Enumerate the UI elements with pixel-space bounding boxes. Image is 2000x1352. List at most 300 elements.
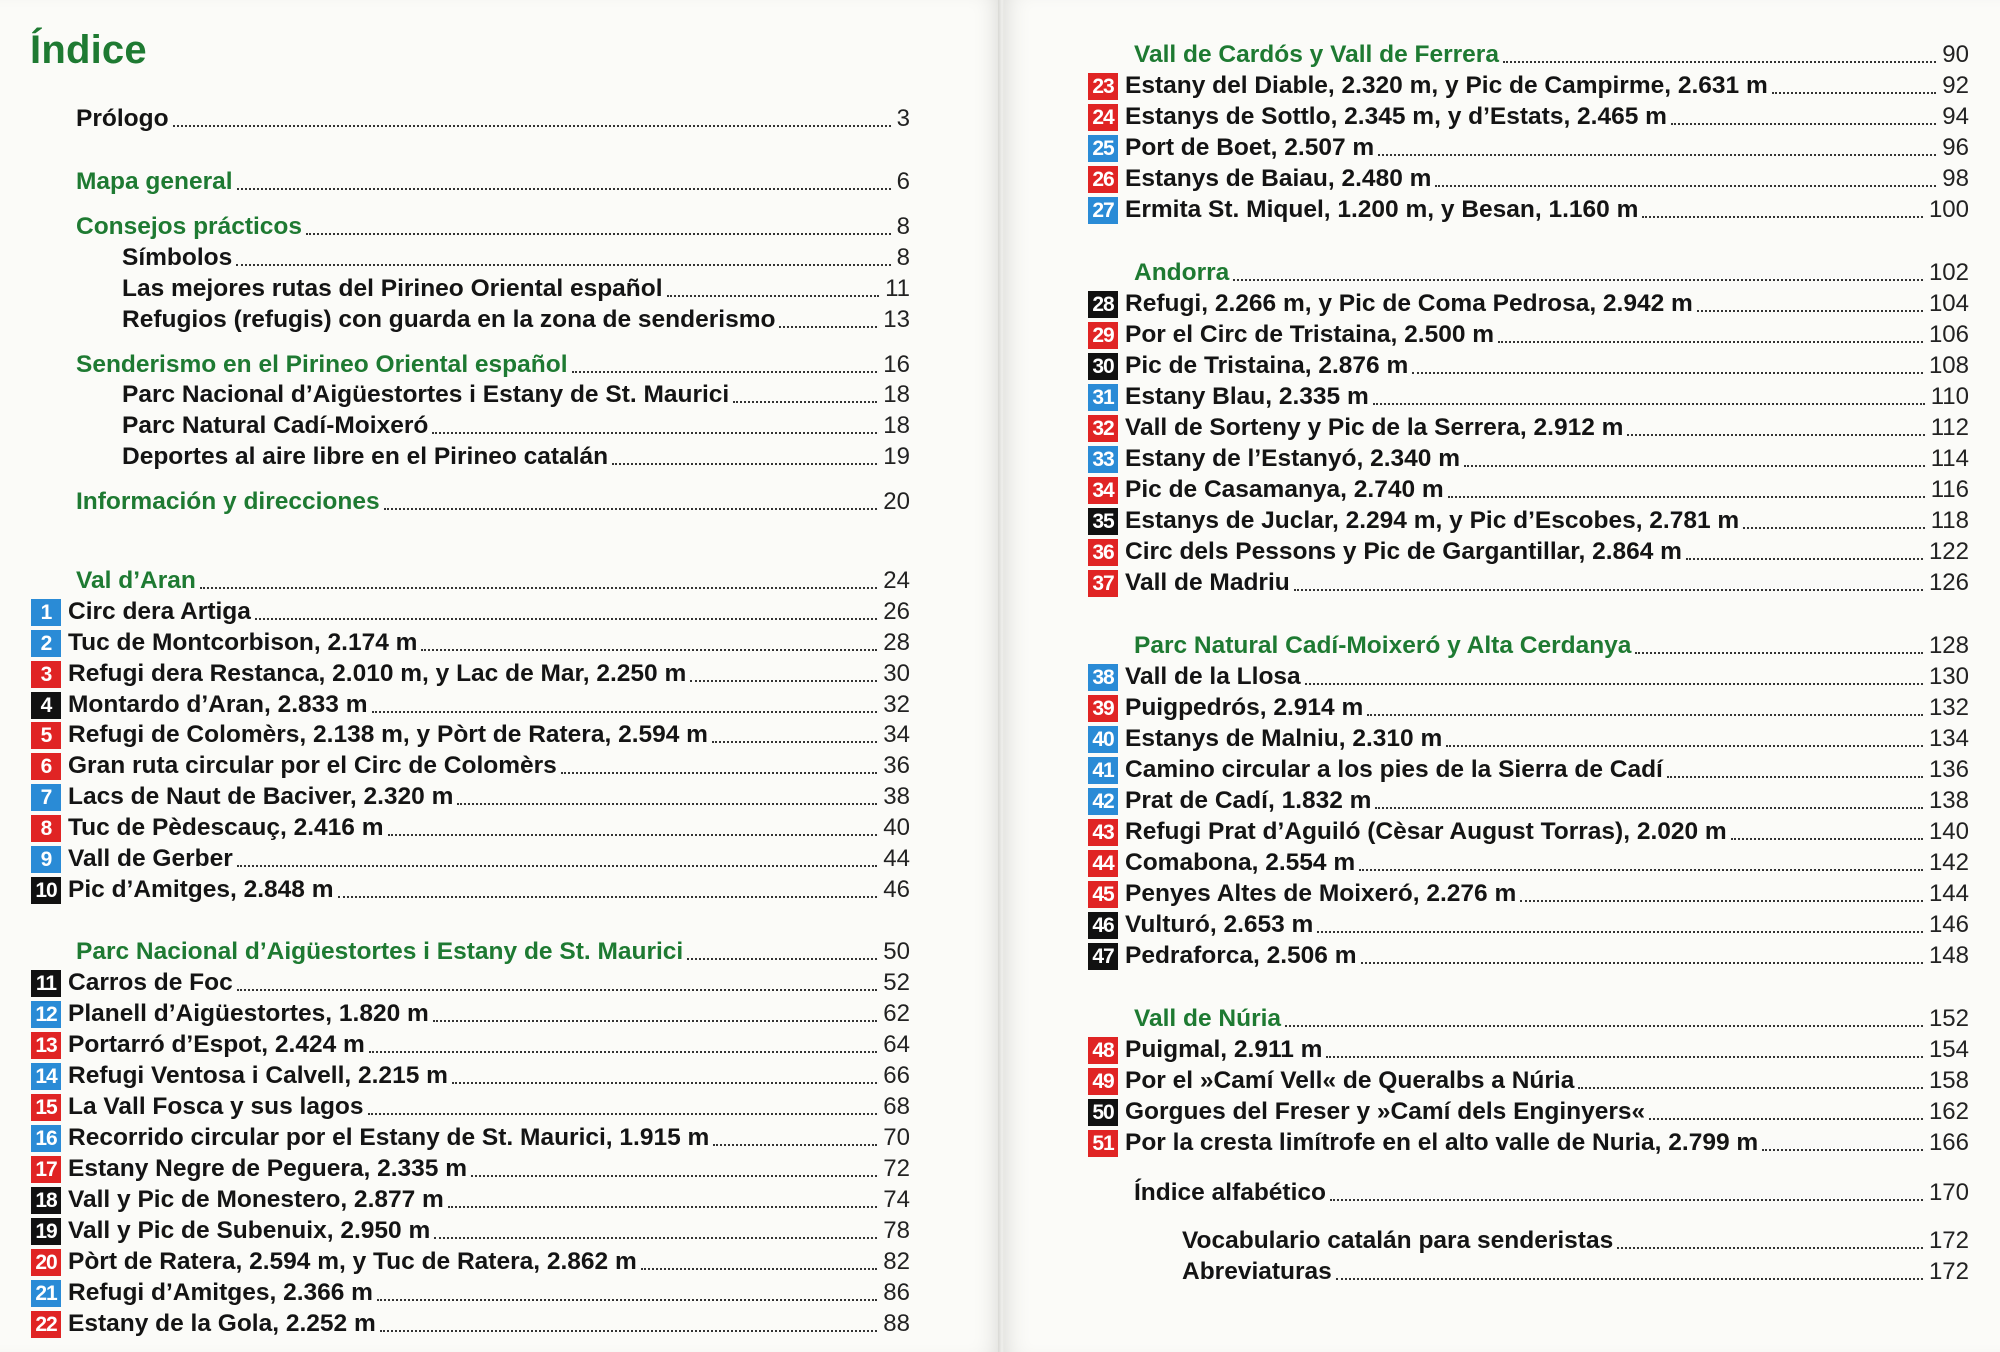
dot-leader [452, 1074, 877, 1084]
page-number: 104 [1928, 290, 1969, 317]
dot-leader [1686, 550, 1923, 560]
page-number: 144 [1928, 880, 1969, 907]
toc-route-entry[interactable] [1088, 662, 1969, 692]
page-number: 40 [883, 814, 910, 841]
toc-route-entry[interactable] [1088, 817, 1969, 847]
page-number: 158 [1928, 1067, 1969, 1094]
toc-route-entry[interactable] [1088, 1128, 1969, 1158]
toc-route-entry[interactable] [1088, 289, 1969, 319]
dot-leader [1448, 488, 1925, 498]
route-number-badge: 38 [1088, 664, 1118, 691]
route-number-badge: 16 [31, 1125, 61, 1152]
dot-leader [368, 1105, 878, 1115]
page-number: 112 [1930, 414, 1969, 441]
toc-entry-label: Por la cresta limítrofe en el alto valle de Nuria, 2.799 m [1125, 1129, 1759, 1156]
page-number: 114 [1930, 445, 1969, 472]
toc-entry-label: Vall de Gerber [68, 845, 233, 872]
toc-route-entry[interactable] [31, 1185, 910, 1215]
toc-entry-label: Puigpedrós, 2.914 m [1125, 694, 1364, 721]
route-number-badge: 13 [31, 1032, 61, 1059]
page-number: 128 [1928, 632, 1969, 659]
toc-entry-label: Ermita St. Miquel, 1.200 m, y Besan, 1.160 m [1125, 196, 1639, 223]
toc-route-entry[interactable] [31, 690, 910, 720]
toc-entry-label: Tuc de Pèdescauç, 2.416 m [68, 814, 384, 841]
page-number: 82 [883, 1248, 910, 1275]
route-number-badge: 25 [1088, 135, 1118, 162]
dot-leader [1671, 115, 1936, 125]
dot-leader [434, 1229, 877, 1239]
page-number: 130 [1928, 663, 1969, 690]
dot-leader [1326, 1048, 1922, 1058]
toc-entry-label: Prat de Cadí, 1.832 m [1125, 787, 1372, 814]
toc-route-entry[interactable] [31, 659, 910, 689]
page-number: 96 [1942, 134, 1969, 161]
toc-route-entry[interactable] [1088, 724, 1969, 754]
dot-leader [237, 180, 891, 190]
dot-leader [713, 1136, 877, 1146]
toc-route-entry[interactable] [31, 1278, 910, 1308]
dot-leader [1697, 302, 1923, 312]
toc-entry-label: Pic d’Amitges, 2.848 m [68, 876, 334, 903]
page-number: 172 [1928, 1258, 1969, 1285]
route-number-badge: 41 [1088, 757, 1118, 784]
toc-entry-label: Parc Nacional d’Aigüestortes i Estany de St. Maurici [76, 938, 684, 965]
toc-section-heading[interactable] [76, 487, 910, 517]
dot-leader [667, 287, 880, 297]
route-number-badge: 9 [31, 846, 61, 873]
toc-route-entry[interactable] [1088, 1097, 1969, 1127]
route-number-badge: 5 [31, 722, 61, 749]
route-number-badge: 29 [1088, 322, 1118, 349]
route-number-badge: 47 [1088, 943, 1118, 970]
page-number: 18 [883, 381, 910, 408]
dot-leader [1412, 364, 1923, 374]
route-number-badge: 6 [31, 753, 61, 780]
route-number-badge: 1 [31, 599, 61, 626]
toc-section-heading[interactable] [76, 937, 910, 967]
route-number-badge: 43 [1088, 819, 1118, 846]
route-number-badge: 22 [31, 1311, 61, 1338]
page-number: 166 [1928, 1129, 1969, 1156]
toc-entry-label: Refugi de Colomèrs, 2.138 m, y Pòrt de Ratera, 2.594 m [68, 721, 708, 748]
page-number: 140 [1928, 818, 1969, 845]
toc-entry-label: Vulturó, 2.653 m [1125, 911, 1314, 938]
dot-leader [1336, 1270, 1923, 1280]
toc-section-heading[interactable] [76, 566, 910, 596]
toc-entry-label: Consejos prácticos [76, 213, 303, 240]
dot-leader [237, 857, 878, 867]
toc-entry-label: Abreviaturas [1182, 1258, 1332, 1285]
toc-section-heading[interactable] [1134, 631, 1969, 661]
dot-leader [641, 1260, 878, 1270]
route-number-badge: 18 [31, 1187, 61, 1214]
page-number: 134 [1928, 725, 1969, 752]
route-number-badge: 26 [1088, 166, 1118, 193]
dot-leader [1375, 799, 1922, 809]
toc-route-entry[interactable] [1088, 382, 1969, 412]
toc-route-entry[interactable] [1088, 693, 1969, 723]
toc-route-entry[interactable] [1088, 71, 1969, 101]
toc-entry-label: Recorrido circular por el Estany de St. Maurici, 1.915 m [68, 1124, 710, 1151]
toc-entry-label: Lacs de Naut de Baciver, 2.320 m [68, 783, 454, 810]
dot-leader [369, 1043, 877, 1053]
dot-leader [306, 225, 891, 235]
toc-route-entry[interactable] [31, 720, 910, 750]
page-number: 30 [883, 660, 910, 687]
toc-section-heading[interactable] [1134, 40, 1969, 70]
route-number-badge: 24 [1088, 104, 1118, 131]
toc-section-heading[interactable] [76, 212, 910, 242]
page-number: 46 [883, 876, 910, 903]
toc-route-entry[interactable] [1088, 506, 1969, 536]
toc-entry-label: Pic de Tristaina, 2.876 m [1125, 352, 1409, 379]
page-number: 68 [883, 1093, 910, 1120]
toc-route-entry[interactable] [1088, 879, 1969, 909]
route-number-badge: 12 [31, 1001, 61, 1028]
toc-entry-label: Pic de Casamanya, 2.740 m [1125, 476, 1444, 503]
toc-route-entry[interactable] [1088, 1066, 1969, 1096]
page-number: 6 [896, 168, 910, 195]
route-number-badge: 3 [31, 661, 61, 688]
route-number-badge: 39 [1088, 695, 1118, 722]
toc-section-heading[interactable] [76, 167, 910, 197]
toc-entry[interactable] [1134, 1178, 1969, 1208]
page-number: 20 [883, 488, 910, 515]
route-number-badge: 31 [1088, 384, 1118, 411]
toc-entry-label: Camino circular a los pies de la Sierra de Cadí [1125, 756, 1663, 783]
dot-leader [712, 733, 877, 743]
page-number: 66 [883, 1062, 910, 1089]
toc-route-entry[interactable] [1088, 1035, 1969, 1065]
toc-entry-label: Pòrt de Ratera, 2.594 m, y Tuc de Ratera, 2.862 m [68, 1248, 637, 1275]
dot-leader [1627, 426, 1924, 436]
toc-entry-label: Prólogo [76, 105, 169, 132]
toc-route-entry[interactable] [1088, 444, 1969, 474]
route-number-badge: 7 [31, 784, 61, 811]
route-number-badge: 32 [1088, 415, 1118, 442]
toc-route-entry[interactable] [1088, 102, 1969, 132]
toc-entry-label: Parc Nacional d’Aigüestortes i Estany de St. Maurici [122, 381, 730, 408]
dot-leader [779, 318, 877, 328]
toc-route-entry[interactable] [31, 1092, 910, 1122]
toc-entry-label: Refugi Ventosa i Calvell, 2.215 m [68, 1062, 448, 1089]
route-number-badge: 48 [1088, 1037, 1118, 1064]
toc-entry-label: Deportes al aire libre en el Pirineo catalán [122, 443, 609, 470]
toc-route-entry[interactable] [1088, 475, 1969, 505]
page-number: 148 [1928, 942, 1969, 969]
page-number: 98 [1942, 165, 1969, 192]
toc-entry-label: Val d’Aran [76, 567, 196, 594]
toc-route-entry[interactable] [1088, 755, 1969, 785]
page-number: 3 [896, 105, 910, 132]
toc-entry-label: Estany del Diable, 2.320 m, y Pic de Campirme, 2.631 m [1125, 72, 1768, 99]
toc-entry-label: Estanys de Juclar, 2.294 m, y Pic d’Escobes, 2.781 m [1125, 507, 1740, 534]
toc-entry-label: Estanys de Malniu, 2.310 m [1125, 725, 1443, 752]
toc-entry-label: Planell d’Aigüestortes, 1.820 m [68, 1000, 429, 1027]
toc-route-entry[interactable] [31, 751, 910, 781]
toc-route-entry[interactable] [1088, 195, 1969, 225]
toc-entry-label: Estanys de Sottlo, 2.345 m, y d’Estats, 2.465 m [1125, 103, 1667, 130]
page-number: 34 [883, 721, 910, 748]
page-number: 142 [1928, 849, 1969, 876]
right-page [1004, 0, 2000, 1352]
page-number: 38 [883, 783, 910, 810]
toc-route-entry[interactable] [1088, 320, 1969, 350]
toc-section-heading[interactable] [1134, 258, 1969, 288]
toc-route-entry[interactable] [1088, 910, 1969, 940]
dot-leader [471, 1167, 877, 1177]
page-number: 92 [1942, 72, 1969, 99]
dot-leader [1294, 581, 1923, 591]
dot-leader [1762, 1141, 1923, 1151]
page-number: 44 [883, 845, 910, 872]
route-number-badge: 37 [1088, 570, 1118, 597]
dot-leader [255, 610, 877, 620]
page-number: 106 [1928, 321, 1969, 348]
toc-route-entry[interactable] [31, 813, 910, 843]
toc-route-entry[interactable] [1088, 786, 1969, 816]
toc-route-entry[interactable] [1088, 351, 1969, 381]
toc-entry-label: Circ dels Pessons y Pic de Gargantillar, 2.864 m [1125, 538, 1682, 565]
dot-leader [448, 1198, 877, 1208]
dot-leader [1317, 923, 1923, 933]
page-number: 36 [883, 752, 910, 779]
page-number: 88 [883, 1310, 910, 1337]
toc-route-entry[interactable] [31, 1309, 910, 1339]
page-number: 70 [883, 1124, 910, 1151]
dot-leader [1330, 1191, 1923, 1201]
dot-leader [561, 764, 878, 774]
toc-route-entry[interactable] [31, 597, 910, 627]
toc-route-entry[interactable] [31, 1216, 910, 1246]
route-number-badge: 8 [31, 815, 61, 842]
toc-entry[interactable] [76, 104, 910, 134]
toc-route-entry[interactable] [31, 782, 910, 812]
page-number: 116 [1930, 476, 1969, 503]
route-number-badge: 15 [31, 1094, 61, 1121]
dot-leader [380, 1322, 878, 1332]
route-number-badge: 46 [1088, 912, 1118, 939]
toc-entry-label: Vall de Sorteny y Pic de la Serrera, 2.912 m [1125, 414, 1624, 441]
route-number-badge: 50 [1088, 1099, 1118, 1126]
toc-route-entry[interactable] [1088, 164, 1969, 194]
toc-entry-label: Gran ruta circular por el Circ de Colomèrs [68, 752, 557, 779]
route-number-badge: 33 [1088, 446, 1118, 473]
toc-entry[interactable] [122, 411, 910, 441]
dot-leader [687, 950, 877, 960]
toc-route-entry[interactable] [1088, 133, 1969, 163]
toc-entry[interactable] [1182, 1257, 1969, 1287]
toc-route-entry[interactable] [31, 968, 910, 998]
page-number: 28 [883, 629, 910, 656]
route-number-badge: 11 [31, 970, 61, 997]
page-number: 136 [1928, 756, 1969, 783]
page-number: 52 [883, 969, 910, 996]
toc-entry-label: Carros de Foc [68, 969, 233, 996]
dot-leader [1772, 84, 1937, 94]
toc-section-heading[interactable] [1134, 1004, 1969, 1034]
page-number: 16 [883, 351, 910, 378]
toc-route-entry[interactable] [1088, 568, 1969, 598]
dot-leader [372, 703, 878, 713]
toc-entry-label: Tuc de Montcorbison, 2.174 m [68, 629, 418, 656]
page-number: 26 [883, 598, 910, 625]
toc-entry-label: Senderismo en el Pirineo Oriental español [76, 351, 568, 378]
toc-entry-label: Comabona, 2.554 m [1125, 849, 1356, 876]
page-number: 102 [1928, 259, 1969, 286]
page-number: 126 [1928, 569, 1969, 596]
route-number-badge: 30 [1088, 353, 1118, 380]
dot-leader [1617, 1239, 1923, 1249]
page-number: 64 [883, 1031, 910, 1058]
dot-leader [173, 117, 891, 127]
toc-entry-label: Estanys de Baiau, 2.480 m [1125, 165, 1432, 192]
dot-leader [237, 981, 878, 991]
toc-entry-label: Montardo d’Aran, 2.833 m [68, 691, 368, 718]
dot-leader [1305, 675, 1923, 685]
dot-leader [1464, 457, 1925, 467]
toc-section-heading[interactable] [76, 350, 910, 380]
toc-entry[interactable] [1182, 1226, 1969, 1256]
toc-entry-label: Índice alfabético [1134, 1179, 1326, 1206]
toc-route-entry[interactable] [31, 1123, 910, 1153]
toc-route-entry[interactable] [31, 1247, 910, 1277]
dot-leader [1359, 861, 1923, 871]
toc-route-entry[interactable] [1088, 941, 1969, 971]
toc-entry-label: Refugi Prat d’Aguiló (Cèsar August Torras), 2.020 m [1125, 818, 1727, 845]
toc-route-entry[interactable] [1088, 848, 1969, 878]
toc-entry-label: Vall de Núria [1134, 1005, 1282, 1032]
page-number: 11 [885, 275, 910, 302]
dot-leader [1667, 768, 1923, 778]
dot-leader [572, 363, 878, 373]
route-number-badge: 35 [1088, 508, 1118, 535]
toc-entry-label: Estany de la Gola, 2.252 m [68, 1310, 376, 1337]
page-number: 154 [1928, 1036, 1969, 1063]
dot-leader [432, 424, 877, 434]
route-number-badge: 36 [1088, 539, 1118, 566]
dot-leader [612, 455, 877, 465]
toc-entry-label: Por el Circ de Tristaina, 2.500 m [1125, 321, 1495, 348]
page-number: 122 [1928, 538, 1969, 565]
toc-entry-label: Estany Negre de Peguera, 2.335 m [68, 1155, 467, 1182]
dot-leader [1642, 208, 1923, 218]
toc-entry-label: Vall de Cardós y Vall de Ferrera [1134, 41, 1499, 68]
dot-leader [377, 1291, 877, 1301]
toc-entry-label: Pedraforca, 2.506 m [1125, 942, 1357, 969]
toc-route-entry[interactable] [31, 999, 910, 1029]
toc-entry[interactable] [122, 243, 910, 273]
toc-route-entry[interactable] [31, 1154, 910, 1184]
dot-leader [384, 500, 878, 510]
route-number-badge: 2 [31, 630, 61, 657]
route-number-badge: 44 [1088, 850, 1118, 877]
page-number: 118 [1930, 507, 1969, 534]
route-number-badge: 49 [1088, 1068, 1118, 1095]
toc-entry[interactable] [122, 380, 910, 410]
toc-entry-label: Puigmal, 2.911 m [1125, 1036, 1323, 1063]
toc-entry-label: Información y direcciones [76, 488, 380, 515]
dot-leader [1233, 271, 1923, 281]
toc-entry-label: La Vall Fosca y sus lagos [68, 1093, 364, 1120]
dot-leader [1361, 954, 1923, 964]
dot-leader [433, 1012, 877, 1022]
toc-entry-label: Penyes Altes de Moixeró, 2.276 m [1125, 880, 1517, 907]
page-number: 86 [883, 1279, 910, 1306]
toc-entry-label: Circ dera Artiga [68, 598, 251, 625]
toc-entry-label: Vall de Madriu [1125, 569, 1290, 596]
route-number-badge: 45 [1088, 881, 1118, 908]
dot-leader [1378, 146, 1936, 156]
dot-leader [1498, 333, 1923, 343]
toc-entry-label: Andorra [1134, 259, 1230, 286]
toc-route-entry[interactable] [31, 628, 910, 658]
toc-entry[interactable] [122, 442, 910, 472]
dot-leader [388, 826, 878, 836]
page-number: 146 [1928, 911, 1969, 938]
toc-entry-label: Estany Blau, 2.335 m [1125, 383, 1369, 410]
page-number: 94 [1942, 103, 1969, 130]
page-number: 72 [883, 1155, 910, 1182]
page-number: 19 [883, 443, 910, 470]
page-number: 13 [883, 306, 910, 333]
toc-route-entry[interactable] [1088, 413, 1969, 443]
page-number: 110 [1930, 383, 1969, 410]
toc-route-entry[interactable] [31, 1061, 910, 1091]
toc-entry-label: Parc Natural Cadí-Moixeró y Alta Cerdanya [1134, 632, 1632, 659]
dot-leader [690, 672, 877, 682]
toc-entry[interactable] [122, 305, 910, 335]
toc-entry-label: Port de Boet, 2.507 m [1125, 134, 1375, 161]
toc-entry-label: Símbolos [122, 244, 233, 271]
toc-route-entry[interactable] [31, 875, 910, 905]
dot-leader [200, 579, 877, 589]
route-number-badge: 14 [31, 1063, 61, 1090]
dot-leader [1731, 830, 1923, 840]
route-number-badge: 10 [31, 877, 61, 904]
toc-entry-label: Parc Natural Cadí-Moixeró [122, 412, 429, 439]
dot-leader [421, 641, 877, 651]
route-number-badge: 40 [1088, 726, 1118, 753]
toc-entry[interactable] [122, 274, 910, 304]
toc-route-entry[interactable] [1088, 537, 1969, 567]
dot-leader [1285, 1017, 1923, 1027]
page-number: 90 [1942, 41, 1969, 68]
route-number-badge: 27 [1088, 197, 1118, 224]
toc-entry-label: Vall y Pic de Monestero, 2.877 m [68, 1186, 444, 1213]
page-number: 172 [1928, 1227, 1969, 1254]
route-number-badge: 28 [1088, 291, 1118, 318]
page-number: 24 [883, 567, 910, 594]
page-number: 162 [1928, 1098, 1969, 1125]
toc-entry-label: Refugi, 2.266 m, y Pic de Coma Pedrosa, 2.942 m [1125, 290, 1693, 317]
route-number-badge: 42 [1088, 788, 1118, 815]
page-number: 152 [1928, 1005, 1969, 1032]
page-number: 78 [883, 1217, 910, 1244]
toc-route-entry[interactable] [31, 1030, 910, 1060]
dot-leader [1649, 1110, 1923, 1120]
route-number-badge: 51 [1088, 1130, 1118, 1157]
page-number: 18 [883, 412, 910, 439]
dot-leader [1743, 519, 1925, 529]
page-number: 108 [1928, 352, 1969, 379]
toc-route-entry[interactable] [31, 844, 910, 874]
route-number-badge: 23 [1088, 73, 1118, 100]
page-number: 8 [896, 213, 910, 240]
toc-entry-label: Vall y Pic de Subenuix, 2.950 m [68, 1217, 431, 1244]
dot-leader [1578, 1079, 1923, 1089]
toc-entry-label: Vall de la Llosa [1125, 663, 1301, 690]
